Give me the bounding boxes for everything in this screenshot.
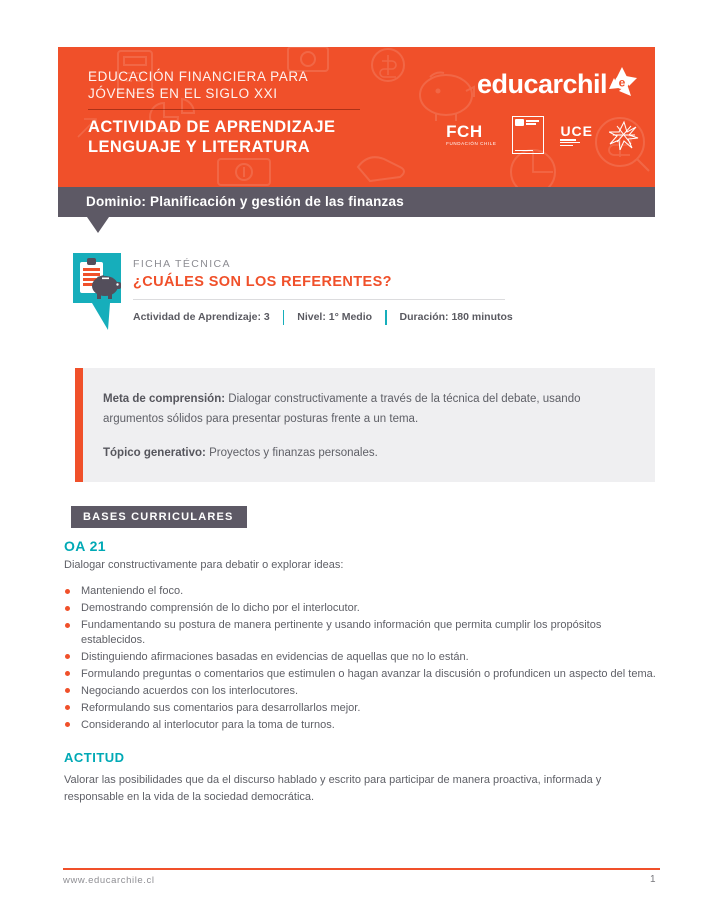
comprehension-goal-box: [75, 368, 655, 482]
bullet-dot: [65, 589, 70, 594]
bullet-dot: [65, 705, 70, 710]
svg-text:e: e: [618, 75, 626, 90]
list-item: Reformulando sus comentarios para desarrollarlos mejor.: [64, 701, 658, 716]
topico-generativo-text: Proyectos y finanzas personales.: [205, 447, 378, 460]
domain-bar: Dominio: Planificación y gestión de las finanzas: [58, 187, 655, 217]
educarchile-wordmark: educarchil: [476, 69, 607, 99]
footer-website-link[interactable]: www.educarchile.cl: [63, 875, 155, 886]
actitud-section: [64, 750, 658, 806]
activity-title-line1: ACTIVIDAD DE APRENDIZAJE: [88, 118, 336, 136]
bullet-dot: [65, 654, 70, 659]
list-item: Formulando preguntas o comentarios que estimulen o hagan avanzar la discusión o profundicen un aspecto del tema.: [64, 667, 658, 682]
ficha-tecnica-label: FICHA TÉCNICA: [133, 258, 231, 270]
list-item: Negociando acuerdos con los interlocutores.: [64, 684, 658, 699]
scribble-star-icon: [609, 120, 639, 150]
actitud-text: Valorar las posibilidades que da el discurso hablado y escrito para participar de manera proactiva, informada y responsable en la vida de la sociedad democrática.: [64, 774, 602, 804]
header-text-block: [88, 68, 360, 157]
ministerio-educacion-logo: [512, 116, 544, 154]
meta-actividad: Actividad de Aprendizaje: 3: [133, 311, 270, 323]
bullet-dot: [65, 623, 70, 628]
fch-logo: FCH FUNDACIÓN CHILE: [446, 122, 497, 147]
uce-logo: UCE: [560, 124, 593, 147]
bullet-dot: [65, 606, 70, 611]
educarchile-logo: [432, 65, 639, 154]
activity-question-title: ¿CUÁLES SON LOS REFERENTES?: [133, 274, 392, 290]
ficha-meta-row: [133, 306, 513, 328]
oa-21-heading: OA 21: [64, 538, 106, 554]
list-item: Fundamentando su postura de manera pertinente y usando información que permita cumplir los propósitos establecidos.: [64, 618, 658, 647]
header-banner: [58, 47, 655, 187]
list-item: Manteniendo el foco.: [64, 584, 658, 599]
meta-nivel: Nivel: 1° Medio: [297, 311, 373, 323]
meta-duracion: Duración: 180 minutos: [399, 311, 513, 323]
meta-comprension-paragraph: [103, 389, 633, 429]
ficha-divider: [133, 299, 505, 300]
footer-divider: [63, 868, 660, 870]
domain-bar-tail: [87, 217, 109, 233]
header-divider: [88, 109, 360, 110]
bullet-dot: [65, 688, 70, 693]
actitud-heading: ACTITUD: [64, 750, 125, 765]
clipboard-piggybank-icon: [71, 253, 123, 338]
meta-separator: [385, 310, 387, 325]
meta-comprension-label: Meta de comprensión:: [103, 393, 226, 405]
list-item: Distinguiendo afirmaciones basadas en evidencias de aquellas que no lo están.: [64, 650, 658, 665]
program-title-line2: JÓVENES EN EL SIGLO XXI: [88, 86, 278, 101]
uce-logo-sublines: [560, 139, 593, 146]
bases-curriculares-section: [64, 538, 658, 735]
oa-21-intro: Dialogar constructivamente para debatir o explorar ideas:: [64, 559, 344, 571]
meta-separator: [283, 310, 285, 325]
topico-generativo-label: Tópico generativo:: [103, 447, 206, 460]
bullet-dot: [65, 722, 70, 727]
oa-21-bullet-list: [64, 584, 658, 732]
bases-curriculares-badge: BASES CURRICULARES: [71, 506, 247, 528]
educarchile-star-icon: [605, 65, 639, 104]
meta-comprension-text: Dialogar constructivamente a través de la técnica del debate, usando argumentos sólidos para presentar posturas frente a un tema.: [103, 393, 581, 426]
program-title-line1: EDUCACIÓN FINANCIERA PARA: [88, 69, 309, 84]
topico-generativo-paragraph: [103, 443, 633, 463]
partner-logos: [432, 116, 639, 154]
page-number: 1: [650, 874, 656, 885]
bullet-dot: [65, 671, 70, 676]
list-item: Demostrando comprensión de lo dicho por el interlocutor.: [64, 601, 658, 616]
activity-title-line2: LENGUAJE Y LITERATURA: [88, 138, 311, 156]
list-item: Considerando al interlocutor para la toma de turnos.: [64, 718, 658, 733]
ficha-tecnica-block: [133, 258, 392, 290]
